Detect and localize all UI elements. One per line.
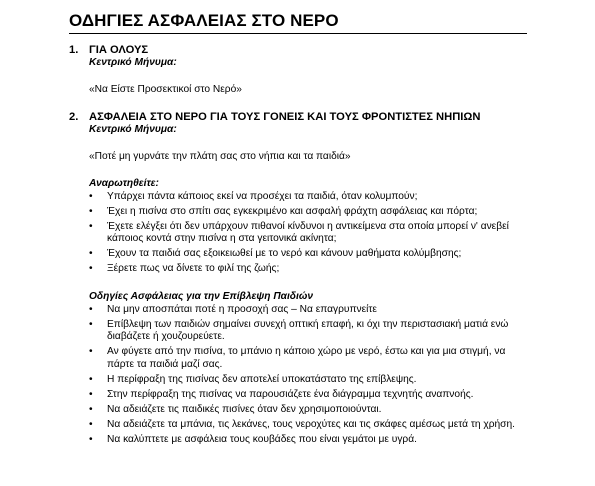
list-item-text: Να καλύπτετε με ασφάλεια τους κουβάδες που είναι γεμάτοι με υγρά. bbox=[107, 433, 417, 445]
list-item bbox=[89, 206, 529, 218]
section-subheading: Κεντρικό Μήνυμα: bbox=[89, 57, 177, 68]
title-underline bbox=[69, 33, 527, 34]
section-heading: ΓΙΑ ΟΛΟΥΣ bbox=[89, 44, 149, 56]
bullet-icon: • bbox=[89, 191, 93, 202]
list-item bbox=[89, 389, 529, 401]
list-item-text: Έχει η πισίνα στο σπίτι σας εγκεκριμένο και ασφαλή φράχτη ασφάλειας και πόρτα; bbox=[107, 206, 478, 217]
section-key-message: «Ποτέ μη γυρνάτε την πλάτη σας στο νήπια και τα παιδιά» bbox=[89, 151, 351, 162]
questions-list bbox=[89, 191, 529, 276]
list-item-text: Η περίφραξη της πισίνας δεν αποτελεί υποκατάστατο της επίβλεψης. bbox=[107, 373, 417, 385]
list-item bbox=[89, 248, 529, 260]
list-item bbox=[89, 434, 529, 446]
list-item-text: Στην περίφραξη της πισίνας να παρουσιάζετε ένα διάγραμμα τεχνητής αναπνοής. bbox=[107, 388, 474, 400]
bullet-icon: • bbox=[89, 221, 93, 232]
supervision-list bbox=[89, 304, 529, 446]
bullet-icon: • bbox=[89, 346, 93, 358]
section-1 bbox=[69, 44, 539, 94]
bullet-icon: • bbox=[89, 388, 93, 400]
bullet-icon: • bbox=[89, 263, 93, 275]
list-item bbox=[89, 263, 529, 275]
document-title: ΟΔΗΓΙΕΣ ΑΣΦΑΛΕΙΑΣ ΣΤΟ ΝΕΡΟ bbox=[69, 11, 339, 30]
list-item bbox=[89, 346, 529, 371]
list-item-text: Αν φύγετε από την πισίνα, το μπάνιο η κάποιο χώρο με νερό, έστω και για μια στιγμή, να πάρτε τα παιδιά μαζί σας. bbox=[107, 346, 506, 370]
list-item-text: Να αδειάζετε τις παιδικές πισίνες όταν δεν χρησιμοποιούνται. bbox=[107, 403, 382, 415]
list-item bbox=[89, 304, 529, 316]
section-key-message: «Να Είστε Προσεκτικοί στο Νερό» bbox=[89, 84, 242, 95]
questions-heading: Αναρωτηθείτε: bbox=[89, 178, 159, 189]
bullet-icon: • bbox=[89, 319, 93, 330]
supervision-block bbox=[89, 290, 529, 449]
questions-block bbox=[89, 177, 529, 278]
bullet-icon: • bbox=[89, 304, 93, 315]
list-item-text: Ξέρετε πως να δίνετε το φιλί της ζωής; bbox=[107, 263, 280, 275]
list-item bbox=[89, 374, 529, 386]
list-item-text: Έχουν τα παιδιά σας εξοικειωθεί με το νερό και κάνουν μαθήματα κολύμβησης; bbox=[107, 248, 462, 260]
section-subheading: Κεντρικό Μήνυμα: bbox=[89, 124, 177, 135]
list-item bbox=[89, 404, 529, 416]
list-item bbox=[89, 221, 529, 246]
bullet-icon: • bbox=[89, 248, 93, 260]
section-number: 1. bbox=[69, 44, 79, 56]
bullet-icon: • bbox=[89, 206, 93, 217]
list-item-text: Επίβλεψη των παιδιών σημαίνει συνεχή οπτική επαφή, κι όχι την περιστασιακή ματιά ενώ διαβάζετε ή χουζουρεύετε. bbox=[107, 319, 509, 343]
list-item-text: Έχετε ελέγξει ότι δεν υπάρχουν πιθανοί κίνδυνοι η αντικείμενα στα οποία μπορεί ν' ανεβεί κάποιος κοντά στην πισίνα η στα γειτονικά ακίνητα; bbox=[107, 221, 509, 245]
list-item bbox=[89, 319, 529, 344]
bullet-icon: • bbox=[89, 373, 93, 385]
section-heading: ΑΣΦΑΛΕΙΑ ΣΤΟ ΝΕΡΟ ΓΙΑ ΤΟΥΣ ΓΟΝΕΙΣ ΚΑΙ ΤΟΥΣ ΦΡΟΝΤΙΣΤΕΣ ΝΗΠΙΩΝ bbox=[89, 111, 481, 123]
list-item bbox=[89, 191, 529, 203]
bullet-icon: • bbox=[89, 418, 93, 430]
list-item-text: Να αδειάζετε τα μπάνια, τις λεκάνες, τους νεροχύτες και τις σκάφες αμέσως μετά τη χρήση. bbox=[107, 418, 515, 430]
supervision-heading: Οδηγίες Ασφάλειας για την Επίβλεψη Παιδιών bbox=[89, 291, 314, 302]
bullet-icon: • bbox=[89, 433, 93, 445]
bullet-icon: • bbox=[89, 403, 93, 415]
list-item-text: Να μην αποσπάται ποτέ η προσοχή σας – Να επαγρυπνείτε bbox=[107, 304, 377, 315]
list-item bbox=[89, 419, 529, 431]
section-number: 2. bbox=[69, 111, 79, 123]
list-item-text: Υπάρχει πάντα κάποιος εκεί να προσέχει τα παιδιά, όταν κολυμπούν; bbox=[107, 191, 418, 202]
section-2 bbox=[69, 111, 539, 165]
